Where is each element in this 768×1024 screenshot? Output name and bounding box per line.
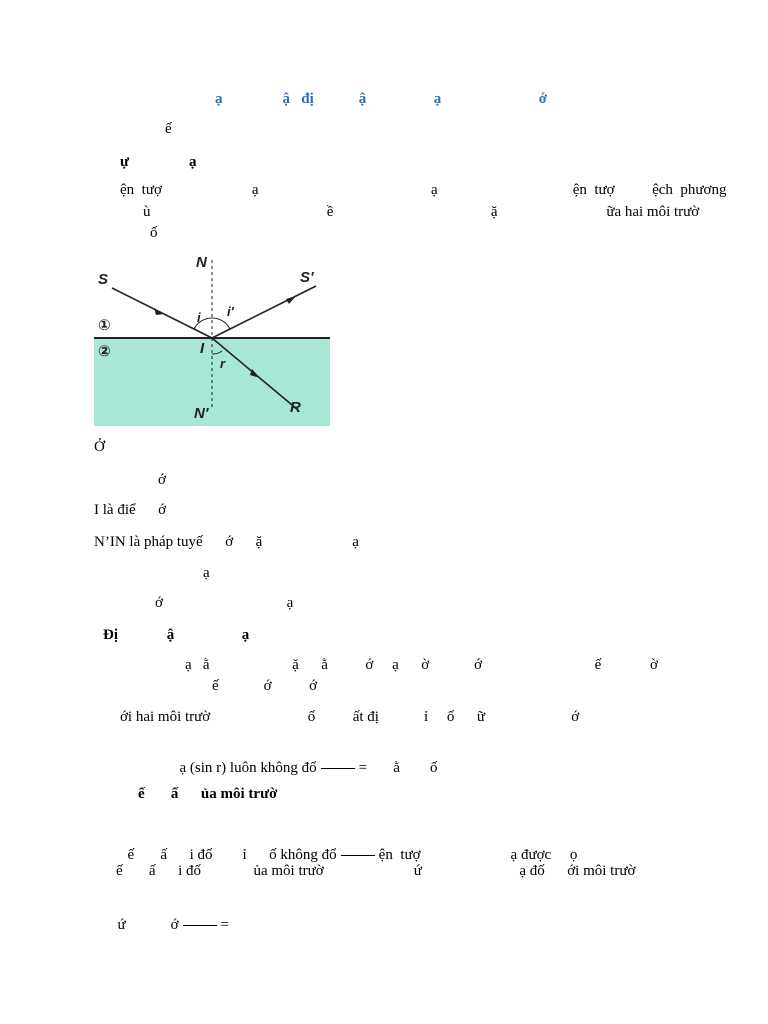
text-fragment: ế ấ i đố ỉ ố không đổ xyxy=(127,847,337,863)
reflected-arrow xyxy=(286,296,296,304)
text-line: ù ề ặ ữa hai môi trườ xyxy=(143,204,700,220)
fraction-bar xyxy=(341,855,375,856)
section-heading: ự ạ xyxy=(120,154,197,170)
text-line xyxy=(110,898,229,934)
text-line: ế ớ ớ xyxy=(212,678,318,694)
label-S: S xyxy=(98,271,109,288)
label-r: r xyxy=(220,356,226,371)
refraction-diagram xyxy=(94,250,330,426)
text-line: ện tượ ạ ạ ện tượ ệch phương xyxy=(120,182,727,198)
fraction-bar xyxy=(183,925,217,926)
text-line: ớ ạ xyxy=(155,595,294,611)
text-fragment: ện tượ ạ được ọ xyxy=(378,847,578,863)
label-N: N xyxy=(196,254,207,271)
text-line: ới hai môi trườ ố ất đị ỉ ố ữ ớ xyxy=(120,709,580,725)
label-I: I xyxy=(200,340,205,357)
text-line: ế ấ i đố ủa môi trườ ứ ạ đố ới môi trườ xyxy=(116,863,636,879)
text-line: I là điể ớ xyxy=(94,502,167,518)
text-line: ớ xyxy=(158,472,166,488)
text-line: ạ xyxy=(203,565,210,581)
label-R: R xyxy=(290,399,301,416)
text-fragment: ạ (sin r) luôn không đổ xyxy=(179,760,317,776)
text-line: ố xyxy=(150,225,158,241)
text-line xyxy=(172,741,437,777)
page-title: ạ ậ đị ậ ạ ớ xyxy=(215,91,548,107)
label-N-prime: N' xyxy=(194,405,209,422)
label-i-prime: i' xyxy=(227,304,234,319)
text-line: ế xyxy=(165,121,172,137)
section-heading: Đị ậ ạ xyxy=(103,627,250,643)
incident-arrow xyxy=(154,308,164,315)
label-medium-1: ① xyxy=(98,317,111,334)
text-fragment: = xyxy=(220,917,230,933)
label-i: i xyxy=(197,310,201,325)
text-line: N’IN là pháp tuyế ớ ặ ạ xyxy=(94,534,359,550)
text-line: Ở xyxy=(94,439,105,455)
text-fragment: = ằ ố xyxy=(358,760,438,776)
label-medium-2: ② xyxy=(98,343,111,360)
text-line xyxy=(120,828,577,864)
section-heading: ế ấ ủa môi trườ xyxy=(138,786,278,802)
text-line: ạ ằ ặ ằ ớ ạ ờ ớ ế ờ xyxy=(185,657,658,673)
angle-i-prime-arc xyxy=(212,318,230,329)
label-S-prime: S' xyxy=(300,269,314,286)
text-fragment: ứ ớ xyxy=(117,917,179,933)
fraction-bar xyxy=(321,768,355,769)
